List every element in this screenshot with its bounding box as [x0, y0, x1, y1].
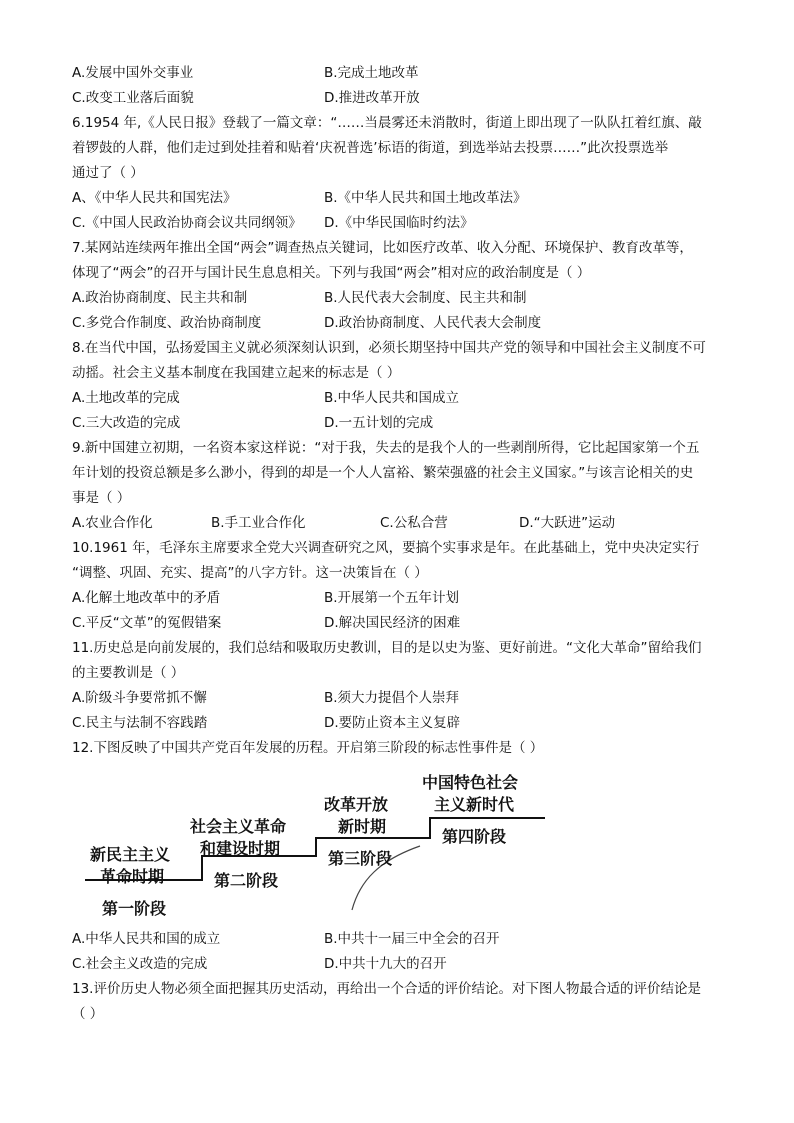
- stage-4-label: 第四阶段: [442, 827, 507, 846]
- option-d: D.一五计划的完成: [324, 415, 434, 431]
- option-a: A.政治协商制度、民主共和制: [72, 290, 248, 306]
- option-d: D.要防止资本主义复辟: [324, 715, 461, 731]
- option-c: C.《中国人民政治协商会议共同纲领》: [72, 215, 302, 231]
- staircase-diagram: [80, 760, 550, 920]
- question-11-line: 的主要教训是（ ）: [72, 665, 185, 681]
- question-10-line: 10.1961 年，毛泽东主席要求全党大兴调查研究之风，要搞个实事求是年。在此基础上，党中央决定实行: [72, 540, 700, 556]
- stage-3-label: 第三阶段: [328, 849, 393, 868]
- question-7-line: 体现了“两会”的召开与国计民生息息相关。下列与我国“两会”相对应的政治制度是（ ）: [72, 265, 591, 281]
- period-2-label: 社会主义革命: [190, 817, 287, 836]
- option-b: B.《中华人民共和国土地改革法》: [324, 190, 527, 206]
- option-d: D.“大跃进”运动: [519, 515, 616, 531]
- option-d: D.推进改革开放: [324, 90, 420, 106]
- question-6-line: 通过了（ ）: [72, 165, 144, 181]
- question-8-line: 动摇。社会主义基本制度在我国建立起来的标志是（ ）: [72, 365, 401, 381]
- option-d: D.政治协商制度、人民代表大会制度: [324, 315, 542, 331]
- option-a: A.中华人民共和国的成立: [72, 931, 221, 947]
- option-a: A.阶级斗争要常抓不懈: [72, 690, 207, 706]
- option-a: A.土地改革的完成: [72, 390, 180, 406]
- stage-2-label: 第二阶段: [214, 871, 279, 890]
- option-b: B.完成土地改革: [324, 65, 419, 81]
- option-c: C.平反“文革”的冤假错案: [72, 615, 222, 631]
- question-7-line: 7.某网站连续两年推出全国“两会”调查热点关键词，比如医疗改革、收入分配、环境保护、教育改革等，: [72, 240, 693, 256]
- period-3-label: 新时期: [338, 817, 387, 836]
- question-13-line: （ ）: [72, 1006, 104, 1022]
- option-a: A、《中华人民共和国宪法》: [72, 190, 237, 206]
- option-b: B.中华人民共和国成立: [324, 390, 460, 406]
- question-12-line: 12.下图反映了中国共产党百年发展的历程。开启第三阶段的标志性事件是（ ）: [72, 740, 544, 756]
- option-c: C.三大改造的完成: [72, 415, 181, 431]
- question-8-line: 8.在当代中国，弘扬爱国主义就必须深刻认识到，必须长期坚持中国共产党的领导和中国社会主义制度不可: [72, 340, 706, 356]
- option-a: A.农业合作化: [72, 515, 153, 531]
- option-b: B.人民代表大会制度、民主共和制: [324, 290, 527, 306]
- stage-1-label: 第一阶段: [102, 899, 167, 918]
- option-c: C.民主与法制不容践踏: [72, 715, 208, 731]
- option-c: C.社会主义改造的完成: [72, 956, 208, 972]
- option-c: C.公私合营: [380, 515, 448, 531]
- question-13-line: 13.评价历史人物必须全面把握其历史活动，再给出一个合适的评价结论。对下图人物最合适的评价结论是: [72, 981, 701, 997]
- question-10-line: “调整、巩固、充实、提高”的八字方针。这一决策旨在（ ）: [72, 565, 428, 581]
- option-d: D.《中华民国临时约法》: [324, 215, 474, 231]
- period-2-label: 和建设时期: [200, 839, 281, 858]
- option-d: D.解决国民经济的困难: [324, 615, 461, 631]
- question-6-line: 6.1954 年,《人民日报》登载了一篇文章：“……当晨雾还未消散时，街道上即出现了一队队扛着红旗、敲: [72, 115, 702, 131]
- period-4-label: 中国特色社会: [422, 773, 519, 792]
- period-1-label: 新民主主义: [90, 845, 171, 864]
- option-d: D.中共十九大的召开: [324, 956, 447, 972]
- option-c: C.改变工业落后面貌: [72, 90, 194, 106]
- question-11-line: 11.历史总是向前发展的，我们总结和吸取历史教训，目的是以史为鉴、更好前进。“文化大革命”留给我们: [72, 640, 702, 656]
- option-a: A.发展中国外交事业: [72, 65, 194, 81]
- question-9-line: 事是（ ）: [72, 490, 131, 506]
- period-3-label: 改革开放: [324, 795, 389, 814]
- period-1-label: 革命时期: [100, 867, 165, 886]
- option-a: A.化解土地改革中的矛盾: [72, 590, 221, 606]
- option-c: C.多党合作制度、政治协商制度: [72, 315, 262, 331]
- option-b: B.手工业合作化: [211, 515, 306, 531]
- option-b: B.开展第一个五年计划: [324, 590, 460, 606]
- option-b: B.中共十一届三中全会的召开: [324, 931, 500, 947]
- question-6-line: 着锣鼓的人群，他们走过到处挂着和贴着‘庆祝普选’标语的街道，到选举站去投票……”此次投票选举: [72, 140, 669, 156]
- period-4-label: 主义新时代: [434, 795, 515, 814]
- question-9-line: 年计划的投资总额是多么渺小，得到的却是一个人人富裕、繁荣强盛的社会主义国家。”与该言论相关的史: [72, 465, 694, 481]
- question-9-line: 9.新中国建立初期，一名资本家这样说：“对于我，失去的是我个人的一些剥削所得，它比起国家第一个五: [72, 440, 700, 456]
- option-b: B.须大力提倡个人崇拜: [324, 690, 460, 706]
